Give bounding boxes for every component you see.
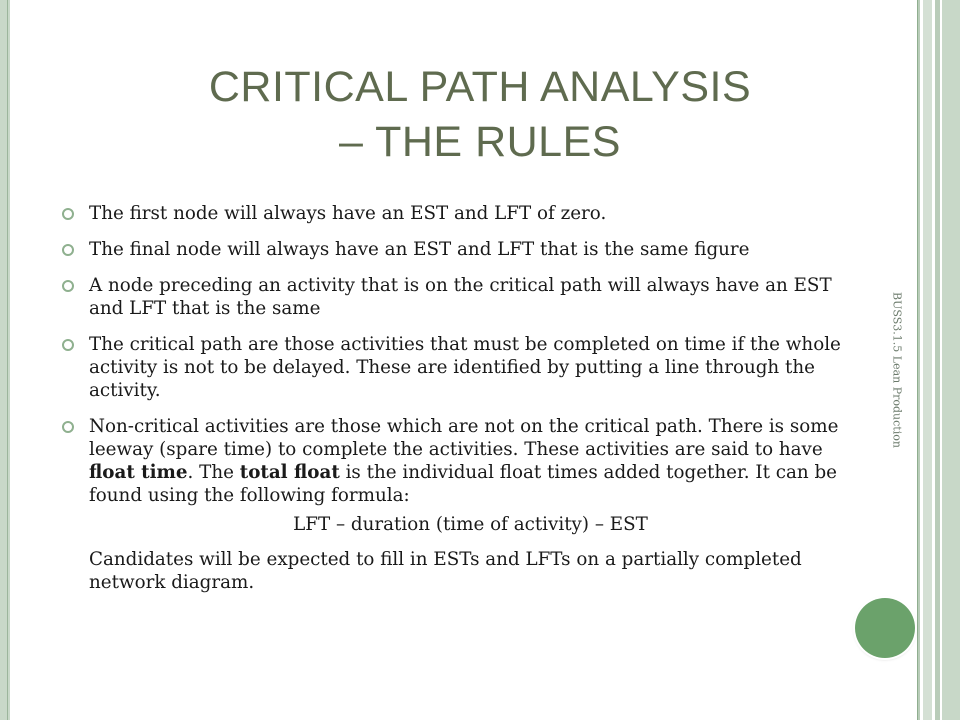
bullet-item bbox=[62, 202, 852, 225]
title-line-1: CRITICAL PATH ANALYSIS bbox=[208, 63, 752, 111]
float-formula: LFT – duration (time of activity) – EST bbox=[293, 514, 648, 535]
bullet-item bbox=[62, 333, 852, 402]
noncritical-text-3: is the individual float times added together. It can be found using the following formula: bbox=[89, 462, 837, 506]
bullet-text: The first node will always have an EST and LFT of zero. bbox=[89, 203, 607, 224]
noncritical-text-1: Non-critical activities are those which are not on the critical path. There is some leeway (spare time) to complete the activities. These activities are said to have bbox=[89, 416, 839, 460]
float-time-term: float time bbox=[89, 462, 188, 483]
slide-body bbox=[62, 202, 852, 594]
bullet-marker-icon bbox=[62, 244, 74, 256]
right-frame-divider bbox=[917, 0, 918, 720]
bullet-item bbox=[62, 274, 852, 320]
candidates-note: Candidates will be expected to fill in ESTs and LFTs on a partially completed network diagram. bbox=[89, 549, 802, 593]
decorative-circle bbox=[855, 598, 915, 658]
bullet-item-noncritical bbox=[62, 415, 852, 507]
bullet-text: The final node will always have an EST and LFT that is the same figure bbox=[89, 239, 750, 260]
right-frame-stripe bbox=[923, 0, 932, 720]
bullet-item bbox=[62, 238, 852, 261]
bullet-text: A node preceding an activity that is on the critical path will always have an EST and LFT that is the same bbox=[89, 275, 832, 319]
side-label: BUSS3.1.5 Lean Production bbox=[890, 292, 904, 448]
title-line-2: – THE RULES bbox=[339, 118, 621, 166]
bullet-text: The critical path are those activities that must be completed on time if the whole activity is not to be delayed. These are identified by putting a line through the activity. bbox=[89, 334, 841, 401]
right-frame-stripe bbox=[935, 0, 940, 720]
bullet-marker-icon bbox=[62, 280, 74, 292]
total-float-term: total float bbox=[239, 462, 340, 483]
left-frame-border bbox=[0, 0, 10, 720]
bullet-marker-icon bbox=[62, 339, 74, 351]
bullet-marker-icon bbox=[62, 208, 74, 220]
noncritical-text-2: . The bbox=[187, 462, 240, 483]
slide-title bbox=[140, 60, 820, 170]
bullet-marker-icon bbox=[62, 421, 74, 433]
right-frame-stripe bbox=[942, 0, 960, 720]
